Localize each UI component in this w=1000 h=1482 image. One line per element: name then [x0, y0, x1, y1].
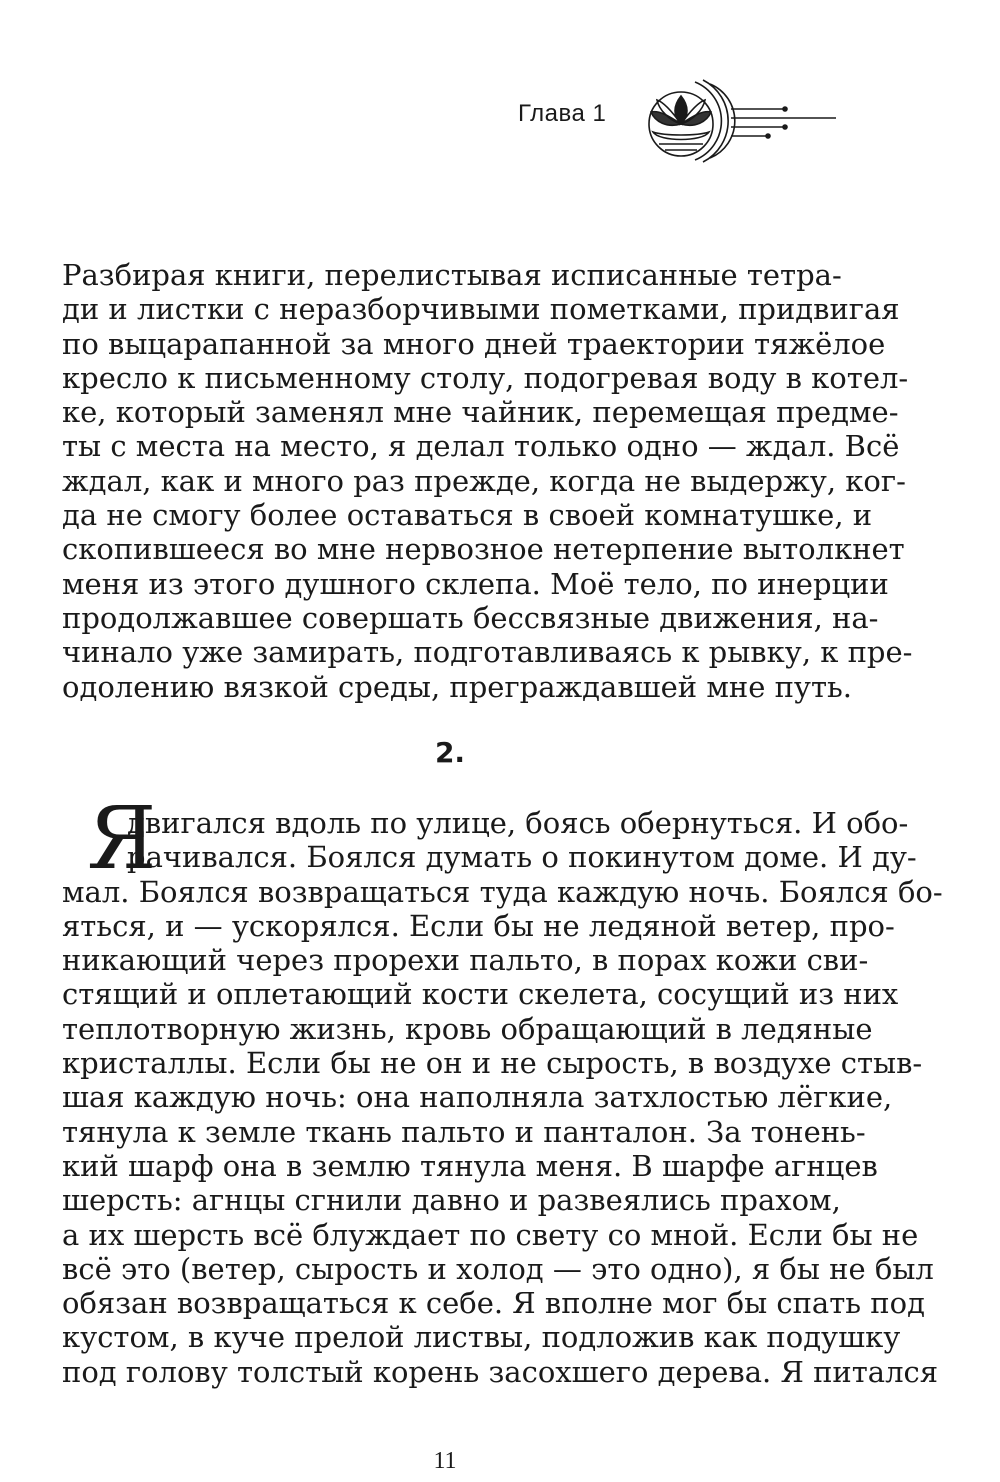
text-line: под голову толстый корень засохшего дерева. Я питался [62, 1354, 939, 1389]
section-number: 2. [434, 736, 466, 769]
paragraph-2 [62, 806, 943, 1389]
text-line: ждал, как и много раз прежде, когда не выдержу, ког- [62, 463, 906, 498]
text-line: кресло к письменному столу, подогревая воду в котел- [62, 360, 909, 395]
page-number: 11 [433, 1448, 457, 1474]
text-line: продолжавшее совершать бессвязные движения, на- [62, 600, 879, 635]
text-line: ке, который заменял мне чайник, перемещая предме- [62, 395, 899, 430]
text-line: ди и листки с неразборчивыми пометками, придвигая [62, 292, 900, 327]
text-line: кустом, в куче прелой листвы, подложив как подушку [62, 1320, 901, 1355]
paragraph-1 [62, 258, 913, 704]
text-line: стящий и оплетающий кости скелета, сосущий из них [62, 977, 899, 1012]
chapter-label: Глава 1 [518, 100, 607, 127]
text-line: мал. Боялся возвращаться туда каждую ночь. Боялся бо- [62, 874, 943, 909]
text-line: никающий через прорехи пальто, в порах кожи сви- [62, 943, 869, 978]
text-line: шая каждую ночь: она наполняла затхлостью лёгкие, [62, 1080, 893, 1115]
text-line: да не смогу более оставаться в своей комнатушке, и [62, 498, 873, 533]
text-line: шерсть: агнцы сгнили давно и развеялись прахом, [62, 1183, 841, 1218]
text-line: яться, и — ускорялся. Если бы не ледяной ветер, про- [62, 908, 895, 943]
text-line: скопившееся во мне нервозное нетерпение вытолкнет [62, 532, 905, 567]
text-line: двигался вдоль по улице, боясь обернуться. И обо- [127, 806, 909, 840]
text-line: одолению вязкой среды, преграждавшей мне путь. [62, 669, 853, 704]
text-line: теплотворную жизнь, кровь обращающий в ледяные [62, 1011, 873, 1046]
text-line: обязан возвращаться к себе. Я вполне мог бы спать под [62, 1286, 925, 1321]
text-line: меня из этого душного склепа. Моё тело, по инерции [62, 566, 889, 601]
text-line: ты с места на место, я делал только одно — ждал. Всё [62, 429, 900, 464]
text-line: всё это (ветер, сырость и холод — это одно), я бы не был [62, 1251, 934, 1286]
text-line: чинало уже замирать, подготавливаясь к рывку, к пре- [62, 635, 913, 670]
text-line: кристаллы. Если бы не он и не сырость, в воздухе стыв- [62, 1046, 923, 1081]
drop-cap: Я [87, 789, 157, 889]
text-line: кий шарф она в землю тянула меня. В шарфе агнцев [62, 1148, 878, 1183]
lotus-ornament-icon [633, 76, 838, 166]
text-line: а их шерсть всё блуждает по свету со мной. Если бы не [62, 1217, 919, 1252]
text-line: по выцарапанной за много дней траектории тяжёлое [62, 326, 886, 361]
text-line: Разбирая книги, перелистывая исписанные тетра- [62, 258, 842, 292]
text-line: рачивался. Боялся думать о покинутом доме. И ду- [127, 840, 917, 875]
text-line: тянула к земле ткань пальто и панталон. За тонень- [62, 1114, 866, 1149]
